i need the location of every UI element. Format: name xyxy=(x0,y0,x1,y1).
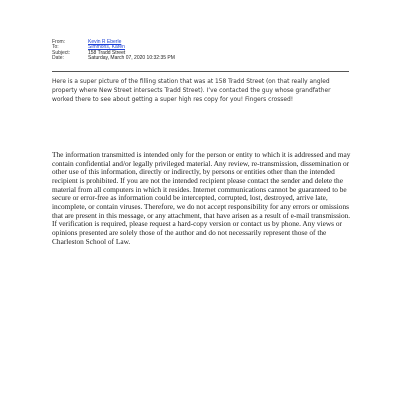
subject-value: 158 Tradd Street xyxy=(88,49,126,56)
date-row xyxy=(52,56,175,61)
from-label: From: xyxy=(52,39,66,45)
header-divider xyxy=(52,71,349,72)
message-body: Here is a super picture of the filling station that was at 158 Tradd Street (on that really angled property where New Street intersects Tradd Street). I’ve contacted the guy whose grandfather worked there to see about getting a super high res copy for you! Fingers crossed! xyxy=(52,79,331,103)
confidentiality-disclaimer: The information transmitted is intended only for the person or entity to which it is addressed and may contain confidential and/or legally privileged material. Any review, re-transmission, dissemination or other use of this information, directly or indirectly, by persons or entities other than the intended recipient is prohibited. If you are not the intended recipient please contact the sender and delete the material from all computers in which it resides. Internet communications cannot be guaranteed to be secure or error-free as information could be intercepted, corrupted, lost, destroyed, arrive late, incomplete, or contain viruses. Therefore, we do not accept responsibility for any errors or omissions that are present in this message, or any attachment, that have arisen as a result of e-mail transmission. If verification is required, please request a hard-copy version or contact us by phone. Any views or opinions presented are solely those of the author and do not necessarily represent those of the Charleston School of Law. xyxy=(52,150,351,246)
to-label: To: xyxy=(52,44,59,51)
date-value: Saturday, March 07, 2020 10:32:35 PM xyxy=(88,55,175,62)
subject-label: Subject: xyxy=(52,49,71,56)
email-header xyxy=(52,40,175,62)
sender-link[interactable]: Kevin R Eberle xyxy=(88,39,122,45)
recipient-link[interactable]: Simmons, Karen xyxy=(88,44,125,51)
date-label: Date: xyxy=(52,55,64,62)
